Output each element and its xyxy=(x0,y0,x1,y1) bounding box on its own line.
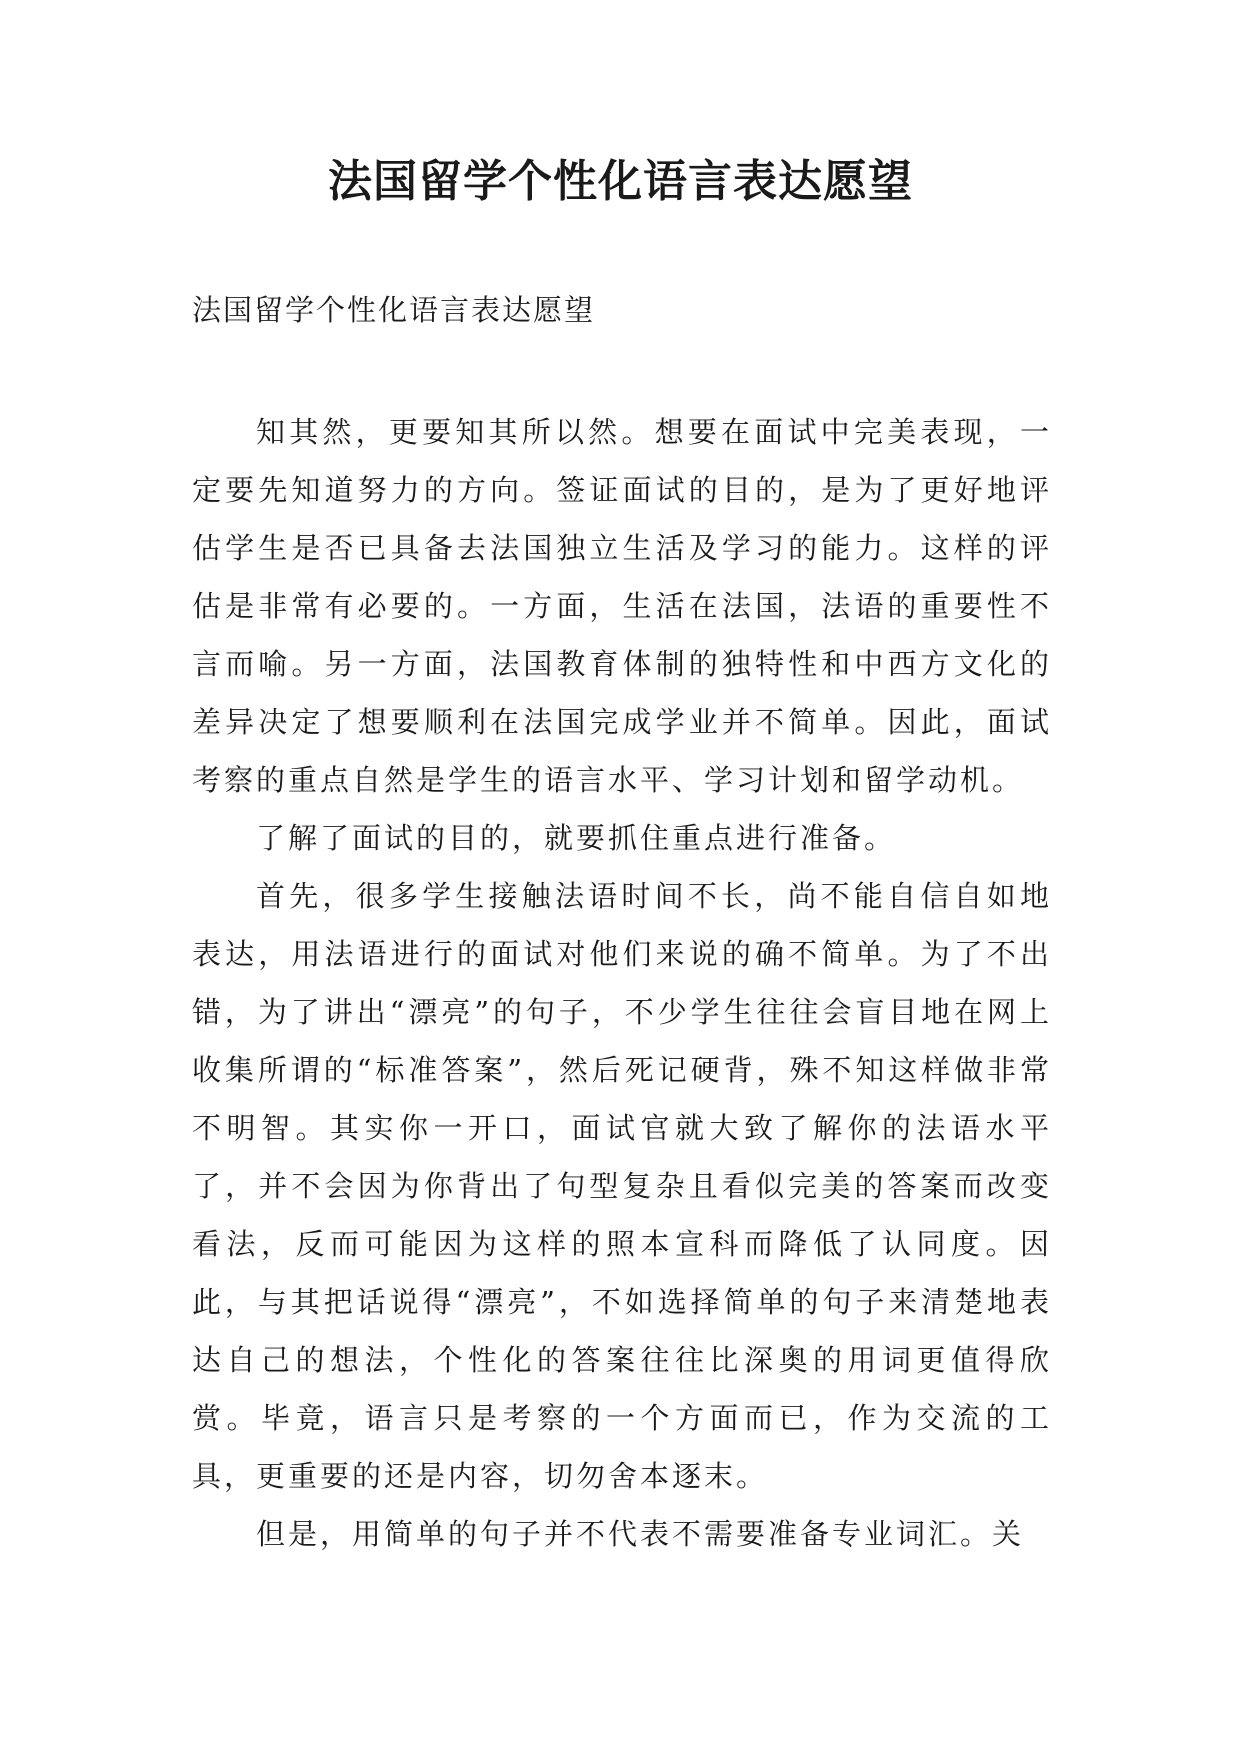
paragraph-purpose: 知其然，更要知其所以然。想要在面试中完美表现，一定要先知道努力的方向。签证面试的目的，是为了更好地评估学生是否已具备去法国独立生活及学习的能力。这样的评估是非常有必要的。一方面，生活在法国，法语的重要性不言而喻。另一方面，法国教育体制的独特性和中西方文化的差异决定了想要顺利在法国完成学业并不简单。因此，面试考察的重点自然是学生的语言水平、学习计划和留学动机。 xyxy=(192,415,1052,797)
paragraph-focus: 了解了面试的目的，就要抓住重点进行准备。 xyxy=(256,821,897,855)
document-subtitle: 法国留学个性化语言表达愿望 xyxy=(192,293,596,327)
paragraph-vocabulary: 但是，用简单的句子并不代表不需要准备专业词汇。关 xyxy=(256,1517,1025,1551)
document-title: 法国留学个性化语言表达愿望 xyxy=(328,156,913,207)
paragraph-language: 首先，很多学生接触法语时间不长，尚不能自信自如地表达，用法语进行的面试对他们来说的确不简单。为了不出错，为了讲出“漂亮”的句子，不少学生往往会盲目地在网上收集所谓的“标准答案”，然后死记硬背，殊不知这样做非常不明智。其实你一开口，面试官就大致了解你的法语水平了，并不会因为你背出了句型复杂且看似完美的答案而改变看法，反而可能因为这样的照本宣科而降低了认同度。因此，与其把话说得“漂亮”，不如选择简单的句子来清楚地表达自己的想法，个性化的答案往往比深奥的用词更值得欣赏。毕竟，语言只是考察的一个方面而已，作为交流的工具，更重要的还是内容，切勿舍本逐末。 xyxy=(192,879,1052,1493)
document-body xyxy=(192,403,1052,1563)
